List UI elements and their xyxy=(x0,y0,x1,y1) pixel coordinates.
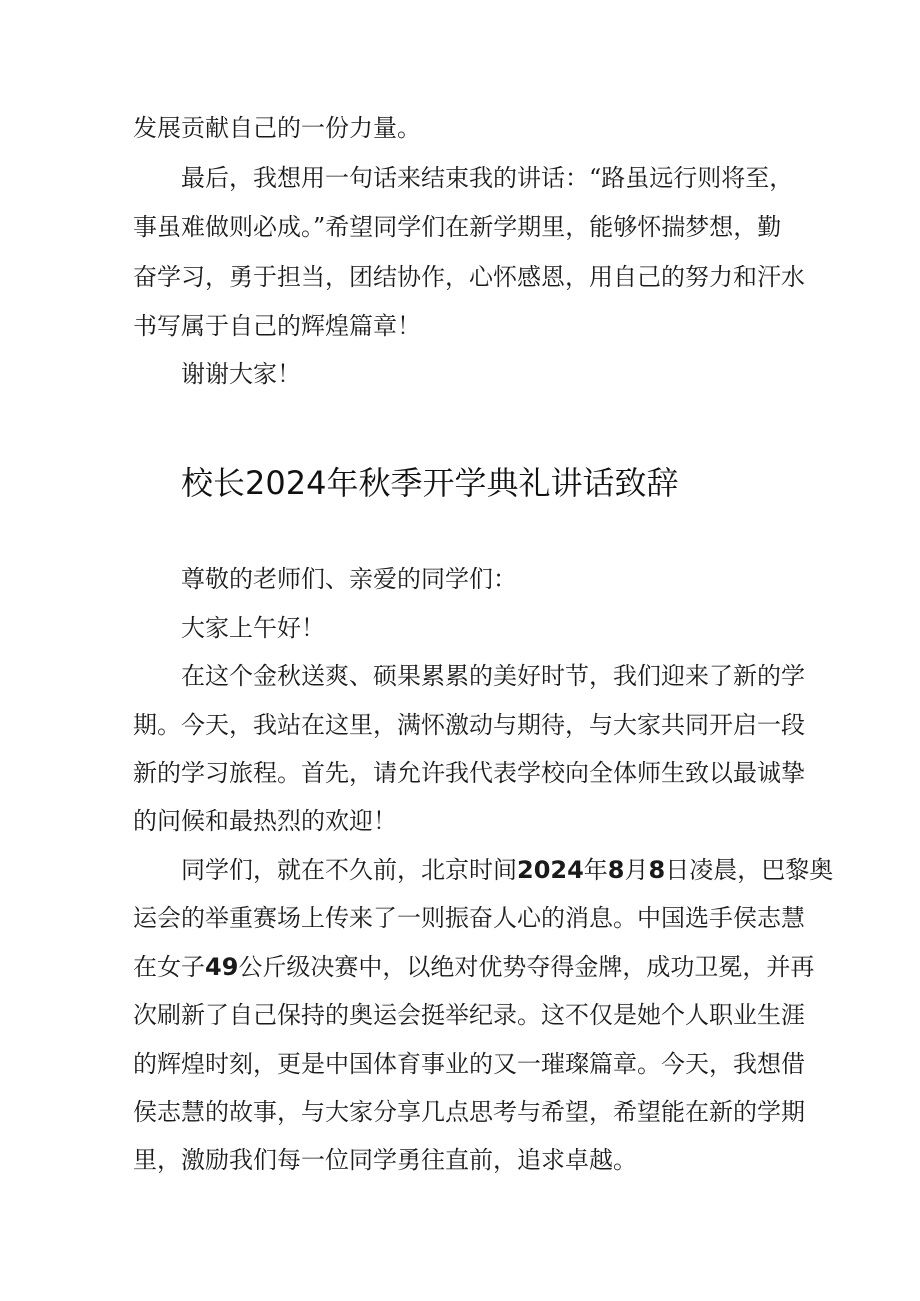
month-number: 8 xyxy=(607,856,625,884)
paragraph-line: 的问候和最热烈的欢迎！ xyxy=(133,807,397,835)
paragraph-line: 里，激励我们每一位同学勇往直前，追求卓越。 xyxy=(133,1146,637,1174)
day-number: 8 xyxy=(648,856,666,884)
paragraph-line: 在这个金秋送爽、硕果累累的美好时节，我们迎来了新的学 xyxy=(181,662,805,690)
text-run: 同学们，就在不久前，北京时间 xyxy=(181,856,517,884)
thanks-line: 谢谢大家！ xyxy=(181,360,301,388)
greeting: 大家上午好！ xyxy=(181,614,325,642)
closing-paragraph-line: 最后，我想用一句话来结束我的讲话：“路虽远行则将至， xyxy=(181,164,794,192)
closing-paragraph-line: 事虽难做则必成。”希望同学们在新学期里，能够怀揣梦想，勤 xyxy=(133,213,782,241)
paragraph-line: 新的学习旅程。首先，请允许我代表学校向全体师生致以最诚挚 xyxy=(133,759,805,787)
text-run: 年 xyxy=(583,856,608,884)
paragraph-line xyxy=(133,952,814,982)
paragraph-line: 的辉煌时刻，更是中国体育事业的又一璀璨篇章。今天，我想借 xyxy=(133,1050,805,1078)
text-run: 日凌晨，巴黎奥 xyxy=(665,856,834,884)
paragraph-line: 运会的举重赛场上传来了一则振奋人心的消息。中国选手侯志慧 xyxy=(133,904,805,932)
closing-paragraph-line: 书写属于自己的辉煌篇章！ xyxy=(133,312,421,340)
year-number: 2024 xyxy=(517,856,584,884)
paragraph-line xyxy=(181,855,833,885)
salutation: 尊敬的老师们、亲爱的同学们： xyxy=(181,565,517,593)
weight-number: 49 xyxy=(205,953,239,981)
closing-paragraph-line: 奋学习，勇于担当，团结协作，心怀感恩，用自己的努力和汗水 xyxy=(133,263,805,291)
paragraph-line: 侯志慧的故事，与大家分享几点思考与希望，希望能在新的学期 xyxy=(133,1098,805,1126)
text-run: 公斤级决赛中，以绝对优势夺得金牌，成功卫冕，并再 xyxy=(238,953,815,981)
text-run: 月 xyxy=(624,856,649,884)
paragraph-line: 期。今天，我站在这里，满怀激动与期待，与大家共同开启一段 xyxy=(133,711,805,739)
text-run: 在女子 xyxy=(133,953,205,981)
page-title: 校长2024年秋季开学典礼讲话致辞 xyxy=(181,464,679,502)
prev-paragraph-end: 发展贡献自己的一份力量。 xyxy=(133,114,421,142)
paragraph-line: 次刷新了自己保持的奥运会挺举纪录。这不仅是她个人职业生涯 xyxy=(133,1001,805,1029)
